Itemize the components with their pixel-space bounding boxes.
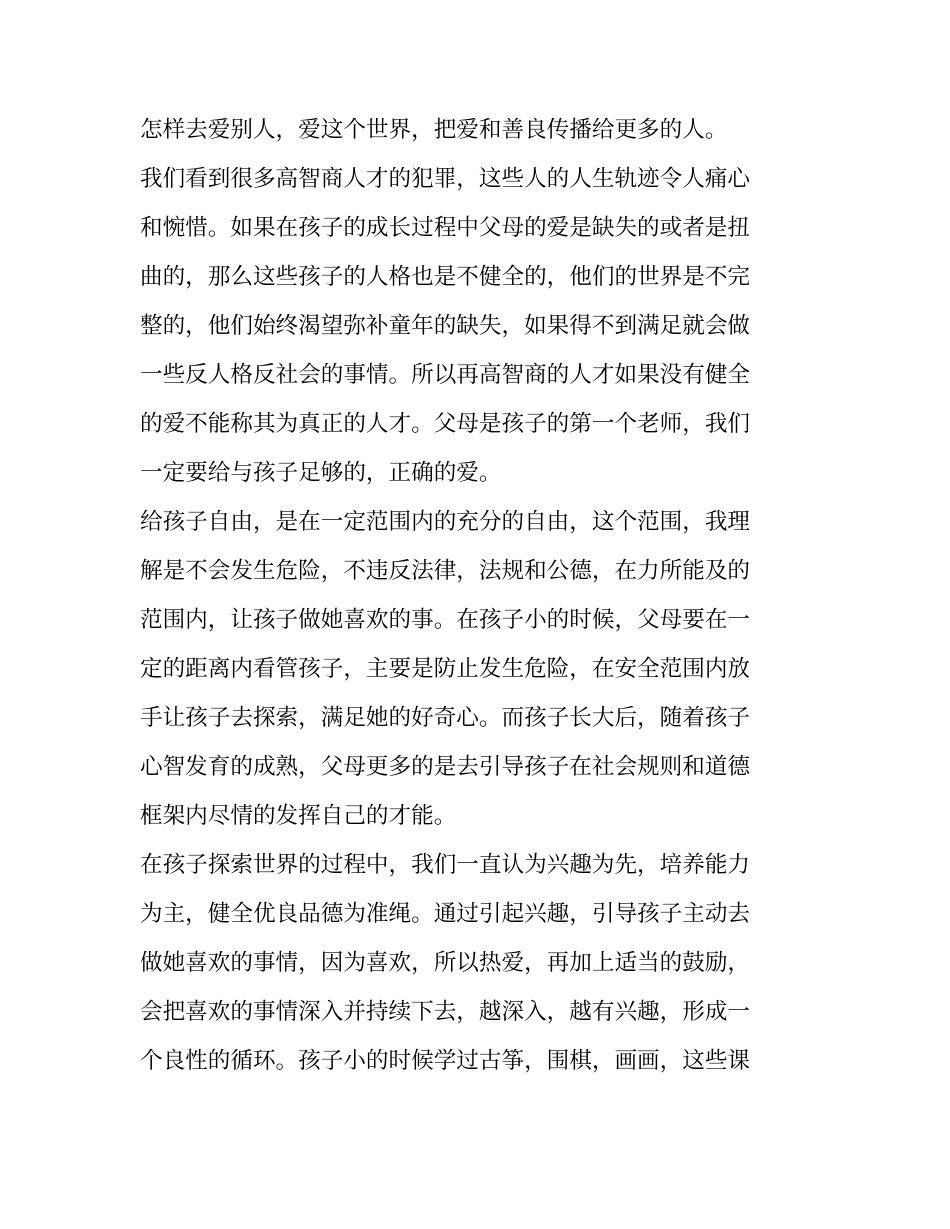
text-line: 心智发育的成熟，父母更多的是去引导孩子在社会规则和道德 [140, 754, 751, 780]
text-line: 会把喜欢的事情深入并持续下去，越深入，越有兴趣，形成一 [140, 999, 751, 1025]
text-line: 一些反人格反社会的事情。所以再高智商的人才如果没有健全 [140, 362, 751, 388]
text-line: 一定要给与孩子足够的，正确的爱。 [140, 460, 502, 486]
text-line: 为主，健全优良品德为准绳。通过引起兴趣，引导孩子主动去 [140, 901, 751, 927]
text-line: 定的距离内看管孩子，主要是防止发生危险，在安全范围内放 [140, 656, 751, 682]
text-line: 范围内，让孩子做她喜欢的事。在孩子小的时候，父母要在一 [140, 607, 751, 633]
text-line: 曲的，那么这些孩子的人格也是不健全的，他们的世界是不完 [140, 264, 751, 290]
text-line: 的爱不能称其为真正的人才。父母是孩子的第一个老师，我们 [140, 411, 751, 437]
body-text [140, 106, 820, 1086]
text-line: 个良性的循环。孩子小的时候学过古筝，围棋，画画，这些课 [140, 1048, 751, 1074]
text-line: 怎样去爱别人，爱这个世界，把爱和善良传播给更多的人。 [140, 117, 728, 143]
text-line: 整的，他们始终渴望弥补童年的缺失，如果得不到满足就会做 [140, 313, 751, 339]
text-line: 我们看到很多高智商人才的犯罪，这些人的人生轨迹令人痛心 [140, 166, 751, 192]
text-line: 解是不会发生危险，不违反法律，法规和公德，在力所能及的 [140, 558, 751, 584]
text-line: 在孩子探索世界的过程中，我们一直认为兴趣为先，培养能力 [140, 852, 751, 878]
text-line: 给孩子自由，是在一定范围内的充分的自由，这个范围，我理 [140, 509, 751, 535]
text-line: 做她喜欢的事情，因为喜欢，所以热爱，再加上适当的鼓励， [140, 950, 751, 976]
text-line: 框架内尽情的发挥自己的才能。 [140, 803, 457, 829]
text-line: 和惋惜。如果在孩子的成长过程中父母的爱是缺失的或者是扭 [140, 215, 751, 241]
text-line: 手让孩子去探索，满足她的好奇心。而孩子长大后，随着孩子 [140, 705, 751, 731]
